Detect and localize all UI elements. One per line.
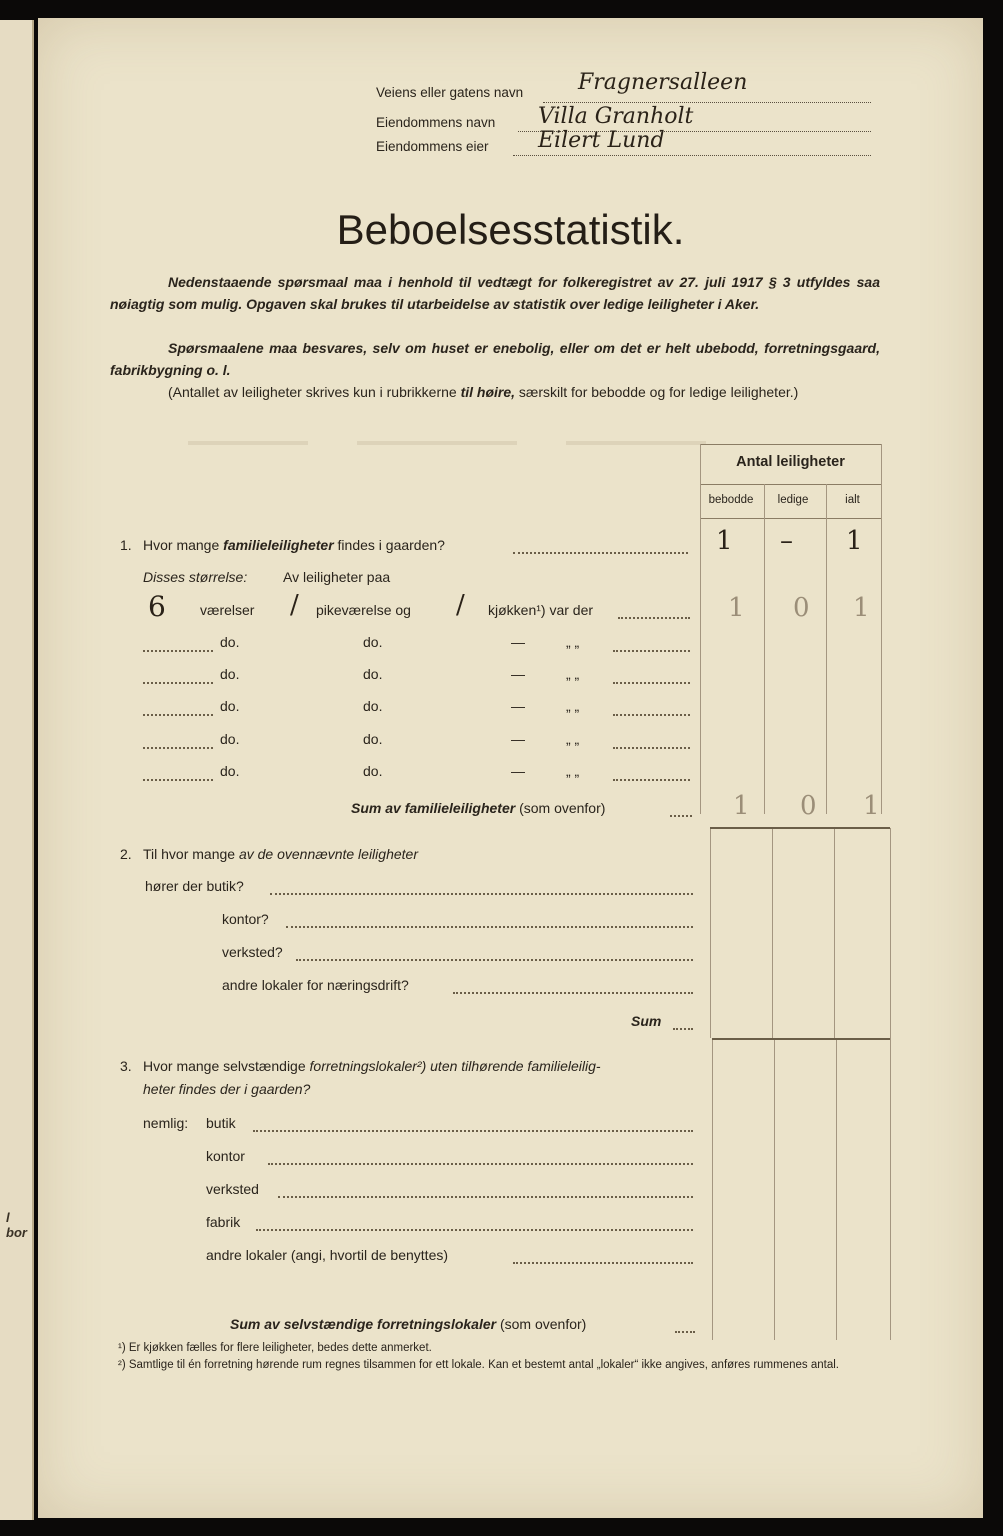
dot-leader (675, 1331, 695, 1333)
table-col-line (890, 1038, 891, 1340)
faint-stamp-marks (188, 423, 706, 451)
table-top-rule (700, 444, 881, 445)
table-col-line (826, 484, 827, 814)
q1-answer-bebodde: 1 (716, 526, 733, 556)
size-label: Disses størrelse: (143, 569, 248, 585)
q3-item-butik: butik (206, 1115, 236, 1131)
table-col-line (710, 828, 711, 1038)
q3-nemlig: nemlig: (143, 1115, 189, 1131)
q3-item-andre: andre lokaler (angi, hvortil de benyttes) (206, 1247, 449, 1263)
col-header-bebodde: bebodde (708, 494, 754, 506)
table-col-line (836, 1038, 837, 1340)
q1-sum-text: Sum av familieleiligheter (som ovenfor) (351, 800, 606, 816)
dot-leader (253, 1130, 693, 1132)
table-header-rule (700, 484, 881, 485)
size-text: Av leiligheter paa (283, 569, 391, 585)
q3-text-line1: Hvor mange selvstændige forretningslokaler²) uten tilhørende familieleilig- (143, 1058, 601, 1074)
street-label: Veiens eller gatens navn (376, 85, 524, 100)
dot-leader (278, 1196, 693, 1198)
table-header-title: Antal leiligheter (736, 454, 845, 470)
table-col-line (834, 828, 835, 1038)
q1-text: Hvor mange familieleiligheter findes i gaarden? (143, 537, 445, 553)
q3-item-kontor: kontor (206, 1148, 245, 1164)
rooms-hand-value: 6 (148, 590, 166, 623)
q1-sum-bebodde: 1 (733, 791, 750, 821)
street-field-line (543, 102, 871, 103)
q2-item-verksted: verksted? (222, 944, 283, 960)
intro-paragraph-2: Spørsmaalene maa besvares, selv om huset er enebolig, eller om det er helt ubebodd, forretningsgaard, fabrikbygning o. l. (110, 340, 880, 378)
owner-label: Eiendommens eier (376, 139, 489, 154)
sidebar-mark: l bor (6, 1210, 27, 1240)
q1-dot-leader (513, 552, 688, 554)
table-col-line (712, 1038, 713, 1340)
q2-sum-rule (712, 1038, 890, 1040)
table-col-line (774, 1038, 775, 1340)
q1-answer-ledige: – (780, 526, 793, 556)
dot-leader (453, 992, 693, 994)
table-col-line (890, 828, 891, 1038)
dot-leader (513, 1262, 693, 1264)
q3-item-fabrik: fabrik (206, 1214, 241, 1230)
q3-number: 3. (120, 1058, 132, 1074)
dot-leader (673, 1028, 693, 1030)
q3-text-line2: heter findes der i gaarden? (143, 1081, 311, 1097)
q3-item-verksted: verksted (206, 1181, 259, 1197)
q1-sum-ledige: 0 (800, 791, 817, 821)
size-row-ledige: 0 (793, 593, 810, 623)
size-row-ialt: 1 (853, 593, 870, 623)
q2-item-andre: andre lokaler for næringsdrift? (222, 977, 409, 993)
dot-leader (296, 959, 693, 961)
q1-answer-ialt: 1 (846, 526, 863, 556)
property-name-label: Eiendommens navn (376, 115, 496, 130)
owner-line (513, 155, 871, 156)
left-adjacent-page (0, 20, 34, 1520)
col-header-ialt: ialt (845, 494, 860, 506)
q2-text: Til hvor mange av de ovennævnte leiligheter (143, 846, 418, 862)
dot-leader (618, 617, 690, 619)
dot-leader (256, 1229, 693, 1231)
q3-sum-text: Sum av selvstændige forretningslokaler (som ovenfor) (230, 1316, 587, 1332)
label-rooms: værelser (200, 602, 255, 618)
q1-sum-ialt: 1 (863, 791, 880, 821)
q1-sum-rule (710, 827, 890, 829)
document-title: Beboelsesstatistik. (336, 206, 685, 253)
table-col-line (700, 444, 701, 814)
street-value: Fragnersalleen (578, 70, 748, 95)
dot-leader (268, 1163, 693, 1165)
table-col-line (881, 444, 882, 814)
col-header-ledige: ledige (777, 494, 809, 506)
q1-number: 1. (120, 537, 132, 553)
intro-paragraph-3: (Antallet av leiligheter skrives kun i rubrikkerne til høire, særskilt for bebodde og for ledige leiligheter.) (168, 384, 799, 400)
dot-leader (270, 893, 693, 895)
footnote-2: ²) Samtlige til én forretning hørende rum regnes tilsammen for ett lokale. Kan et bestemt antal „lokaler“ ikke angives, anføres rummenes antal. (118, 1359, 839, 1371)
intro-paragraph-1: Nedenstaaende spørsmaal maa i henhold til vedtægt for folkeregistret av 27. juli 1917 § 3 utfyldes saa nøiagtig som mulig. Opgaven skal brukes til utarbeidelse av statistik over ledige leiligheter i Aker. (110, 274, 880, 312)
q2-item-kontor: kontor? (222, 911, 269, 927)
owner-value: Eilert Lund (538, 128, 665, 153)
q2-sum-label: Sum (631, 1013, 662, 1029)
label-kjokken: kjøkken¹) var der (488, 602, 594, 618)
label-pike: pikeværelse og (316, 602, 411, 618)
pike-hand-value: / (290, 590, 299, 620)
dot-leader (286, 926, 693, 928)
table-col-line (772, 828, 773, 1038)
form-page: Veiens eller gatens navn Fragnersalleen Eiendommens navn Villa Granholt Eiendommens eier Eilert Lund Beboelsesstatistik. Nedenstaaende spørsmaal maa i henhold til vedtægt for folkeregistret av 27. juli 1917 § 3 utfyldes saa nøiagtig som mulig. Opgaven skal brukes til utarbeidelse av statistik over ledige leiligheter i Aker. Spørsmaalene maa besvares, selv om huset er enebolig, eller om det er helt ubebodd, forretningsgaard, fabrikbygning o. l. (Antallet av leiligheter skrives kun i rubrikkerne til høire, særskilt for bebodde og for ledige leiligheter.) Antal leiligheter bebodde ledige ialt 1. Hvor mange familieleiligheter findes i gaarden? 1 – 1 Disses størrelse: Av leiligheter paa 6 værelser / pikeværelse og / kjøkken¹) var der 1 0 1 do. do. — „ „ do. do. — „ „ do. do. — „ „ do. do. — „ „ do. do. — „ „ Sum av familieleiligheter (som ovenfor) 1 0 1 2. Til hvor mange av de ovennævnte leiligheter hører der butik? kontor? verksted? andre lokaler for næringsdrift? Sum 3. Hvor mange selvstændige forretningslokaler²) uten tilhørende familieleilig- heter findes der i gaarden? nemlig: butik kontor verksted fabrik andre lokaler (angi, hvortil de benyttes) Sum av selvstændige forretningslokaler (som ovenfor) ¹) Er kjøkken fælles for flere leiligheter, bedes dette anmerket. ²) Samtlige til én forretning hørende rum regnes tilsammen for ett lokale. Kan et bestemt antal „lokaler“ ikke angives, anføres rummenes antal. (38, 18, 983, 1518)
size-row-bebodde: 1 (728, 593, 745, 623)
footnote-1: ¹) Er kjøkken fælles for flere leiligheter, bedes dette anmerket. (118, 1342, 432, 1354)
q2-number: 2. (120, 846, 132, 862)
property-name-value: Villa Granholt (538, 104, 694, 129)
dot-leader (670, 815, 692, 817)
kjokken-hand-value: / (456, 590, 465, 620)
table-col-line (764, 484, 765, 814)
table-subheader-rule (700, 518, 881, 519)
q2-item-butik: hører der butik? (145, 878, 244, 894)
